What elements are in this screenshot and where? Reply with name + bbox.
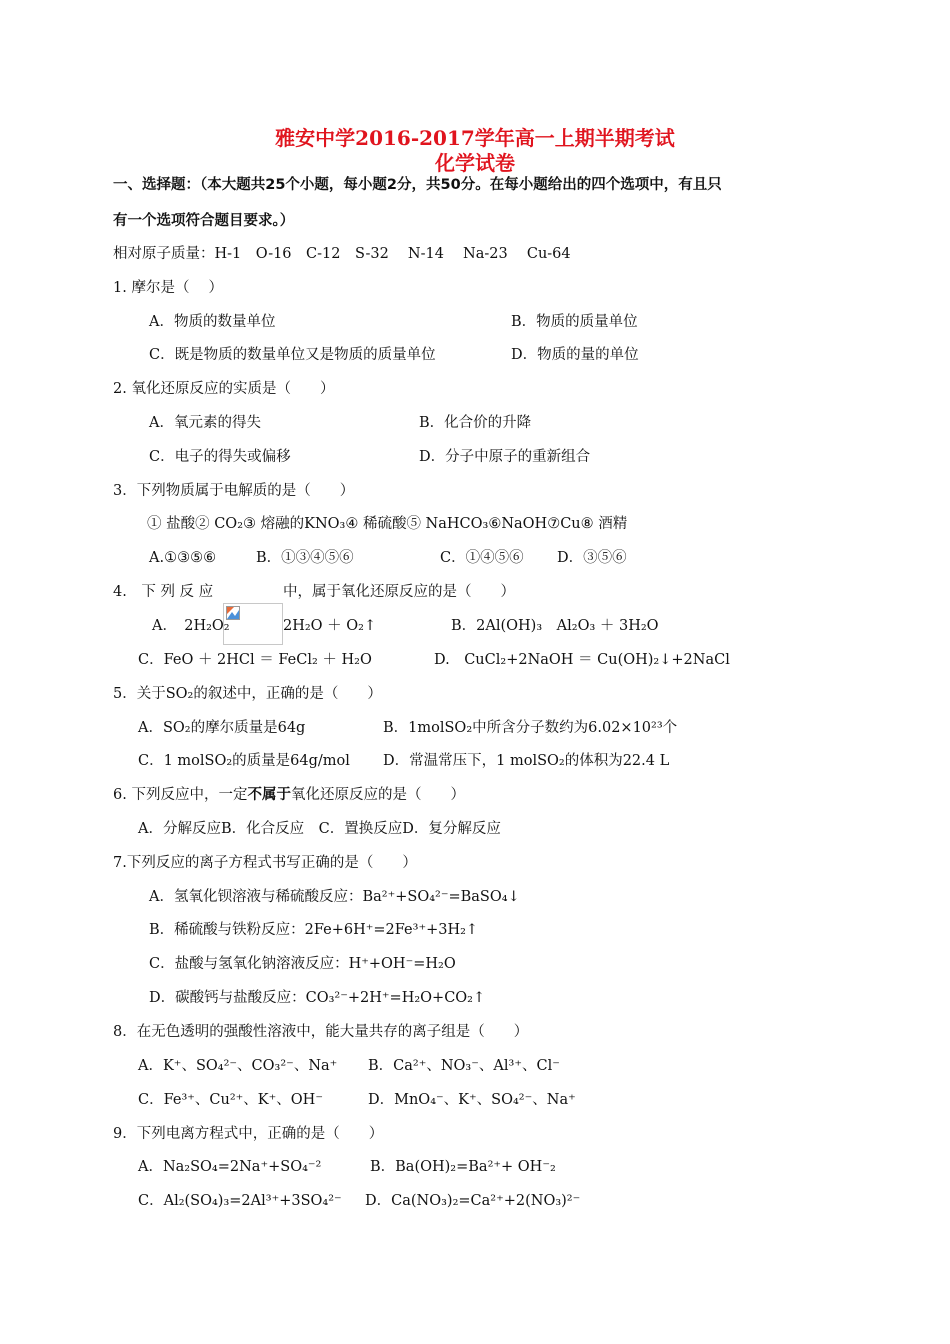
q9-option-d: D．Ca(NO₃)₂=Ca²⁺+2(NO₃)²⁻	[365, 1193, 581, 1209]
q8-option-d: D．MnO₄⁻、K⁺、SO₄²⁻、Na⁺	[368, 1092, 576, 1108]
q4-option-c: C．FeO ＋ 2HCl ＝ FeCl₂ ＋ H₂O	[138, 652, 372, 668]
q4-option-a-right: 2H₂O ＋ O₂↑	[283, 618, 377, 634]
exam-subtitle: 化学试卷	[435, 151, 515, 175]
q9-option-b: B．Ba(OH)₂=Ba²⁺+ OH⁻₂	[370, 1159, 556, 1175]
exam-title: 雅安中学2016-2017学年高一上期半期考试	[275, 126, 675, 150]
q6-stem	[113, 785, 465, 805]
q7-stem: 7.下列反应的离子方程式书写正确的是（ ）	[113, 855, 417, 871]
q3-option-a: A.①③⑤⑥	[149, 550, 217, 566]
q9-stem: 9．下列电离方程式中，正确的是（ ）	[113, 1126, 384, 1142]
q3-option-c: C．①④⑤⑥	[440, 550, 524, 566]
q4-stem-part2: 中，属于氧化还原反应的是（ ）	[283, 584, 515, 600]
q4-option-d: D. CuCl₂+2NaOH ＝ Cu(OH)₂↓+2NaCl	[434, 652, 730, 668]
q5-option-c: C．1 molSO₂的质量是64g/mol	[138, 753, 350, 769]
reaction-condition-image	[223, 603, 283, 645]
q5-option-d: D．常温常压下，1 molSO₂的体积为22.4 L	[383, 753, 670, 769]
q7-option-a: A．氢氧化钡溶液与稀硫酸反应：Ba²⁺+SO₄²⁻=BaSO₄↓	[149, 889, 520, 905]
q7-option-d: D．碳酸钙与盐酸反应：CO₃²⁻+2H⁺=H₂O+CO₂↑	[149, 990, 486, 1006]
q6-stem-part1: 6. 下列反应中，一定	[113, 787, 248, 803]
q2-option-c: C．电子的得失或偏移	[149, 449, 291, 465]
q8-option-c: C．Fe³⁺、Cu²⁺、K⁺、OH⁻	[138, 1092, 323, 1108]
q4-option-b: B．2Al(OH)₃ Al₂O₃ ＋ 3H₂O	[451, 618, 659, 634]
q8-stem: 8．在无色透明的强酸性溶液中，能大量共存的离子组是（ ）	[113, 1024, 529, 1040]
q2-option-a: A．氧元素的得失	[149, 415, 261, 431]
section-heading: 一、选择题：（本大题共25个小题，每小题2分，共50分。在每小题给出的四个选项中，有且只	[113, 177, 722, 193]
q1-option-c: C．既是物质的数量单位又是物质的质量单位	[149, 347, 436, 363]
q3-option-d: D．③⑤⑥	[557, 550, 627, 566]
q5-option-b: B．1molSO₂中所含分子数约为6.02×10²³个	[383, 720, 678, 736]
q9-option-c: C．Al₂(SO₄)₃=2Al³⁺+3SO₄²⁻	[138, 1193, 342, 1209]
q3-stem: 3．下列物质属于电解质的是（ ）	[113, 483, 355, 499]
q7-option-b: B．稀硫酸与铁粉反应：2Fe+6H⁺=2Fe³⁺+3H₂↑	[149, 922, 479, 938]
q4-stem-part1: 4. 下 列 反 应	[113, 584, 214, 600]
q6-options: A．分解反应B．化合反应 C．置换反应D．复分解反应	[138, 821, 501, 837]
q6-stem-emphasis: 不属于	[247, 787, 291, 803]
q3-items: ① 盐酸② CO₂③ 熔融的KNO₃④ 稀硫酸⑤ NaHCO₃⑥NaOH⑦Cu⑧ 酒精	[147, 516, 628, 532]
atomic-mass-line: 相对原子质量：H-1 O-16 C-12 S-32 N-14 Na-23 Cu-64	[113, 246, 571, 262]
q2-stem: 2. 氧化还原反应的实质是（ ）	[113, 381, 335, 397]
q8-option-a: A．K⁺、SO₄²⁻、CO₃²⁻、Na⁺	[138, 1058, 338, 1074]
q1-option-b: B．物质的质量单位	[511, 314, 638, 330]
q5-stem: 5．关于SO₂的叙述中，正确的是（ ）	[113, 686, 382, 702]
q1-stem: 1. 摩尔是（ ）	[113, 280, 224, 296]
q2-option-b: B．化合价的升降	[419, 415, 532, 431]
section-heading-cont: 有一个选项符合题目要求。）	[113, 213, 295, 229]
q9-option-a: A．Na₂SO₄=2Na⁺+SO₄⁻²	[138, 1159, 322, 1175]
q3-option-b: B．①③④⑤⑥	[256, 550, 354, 566]
q1-option-d: D．物质的量的单位	[511, 347, 639, 363]
q4-option-a-left: A． 2H₂O₂	[152, 618, 230, 634]
q8-option-b: B．Ca²⁺、NO₃⁻、Al³⁺、Cl⁻	[368, 1058, 560, 1074]
q1-option-a: A．物质的数量单位	[149, 314, 276, 330]
q7-option-c: C．盐酸与氢氧化钠溶液反应：H⁺+OH⁻=H₂O	[149, 956, 456, 972]
q6-stem-part2: 氧化还原反应的是（ ）	[290, 787, 465, 803]
q2-option-d: D．分子中原子的重新组合	[419, 449, 591, 465]
q5-option-a: A．SO₂的摩尔质量是64g	[138, 720, 306, 736]
